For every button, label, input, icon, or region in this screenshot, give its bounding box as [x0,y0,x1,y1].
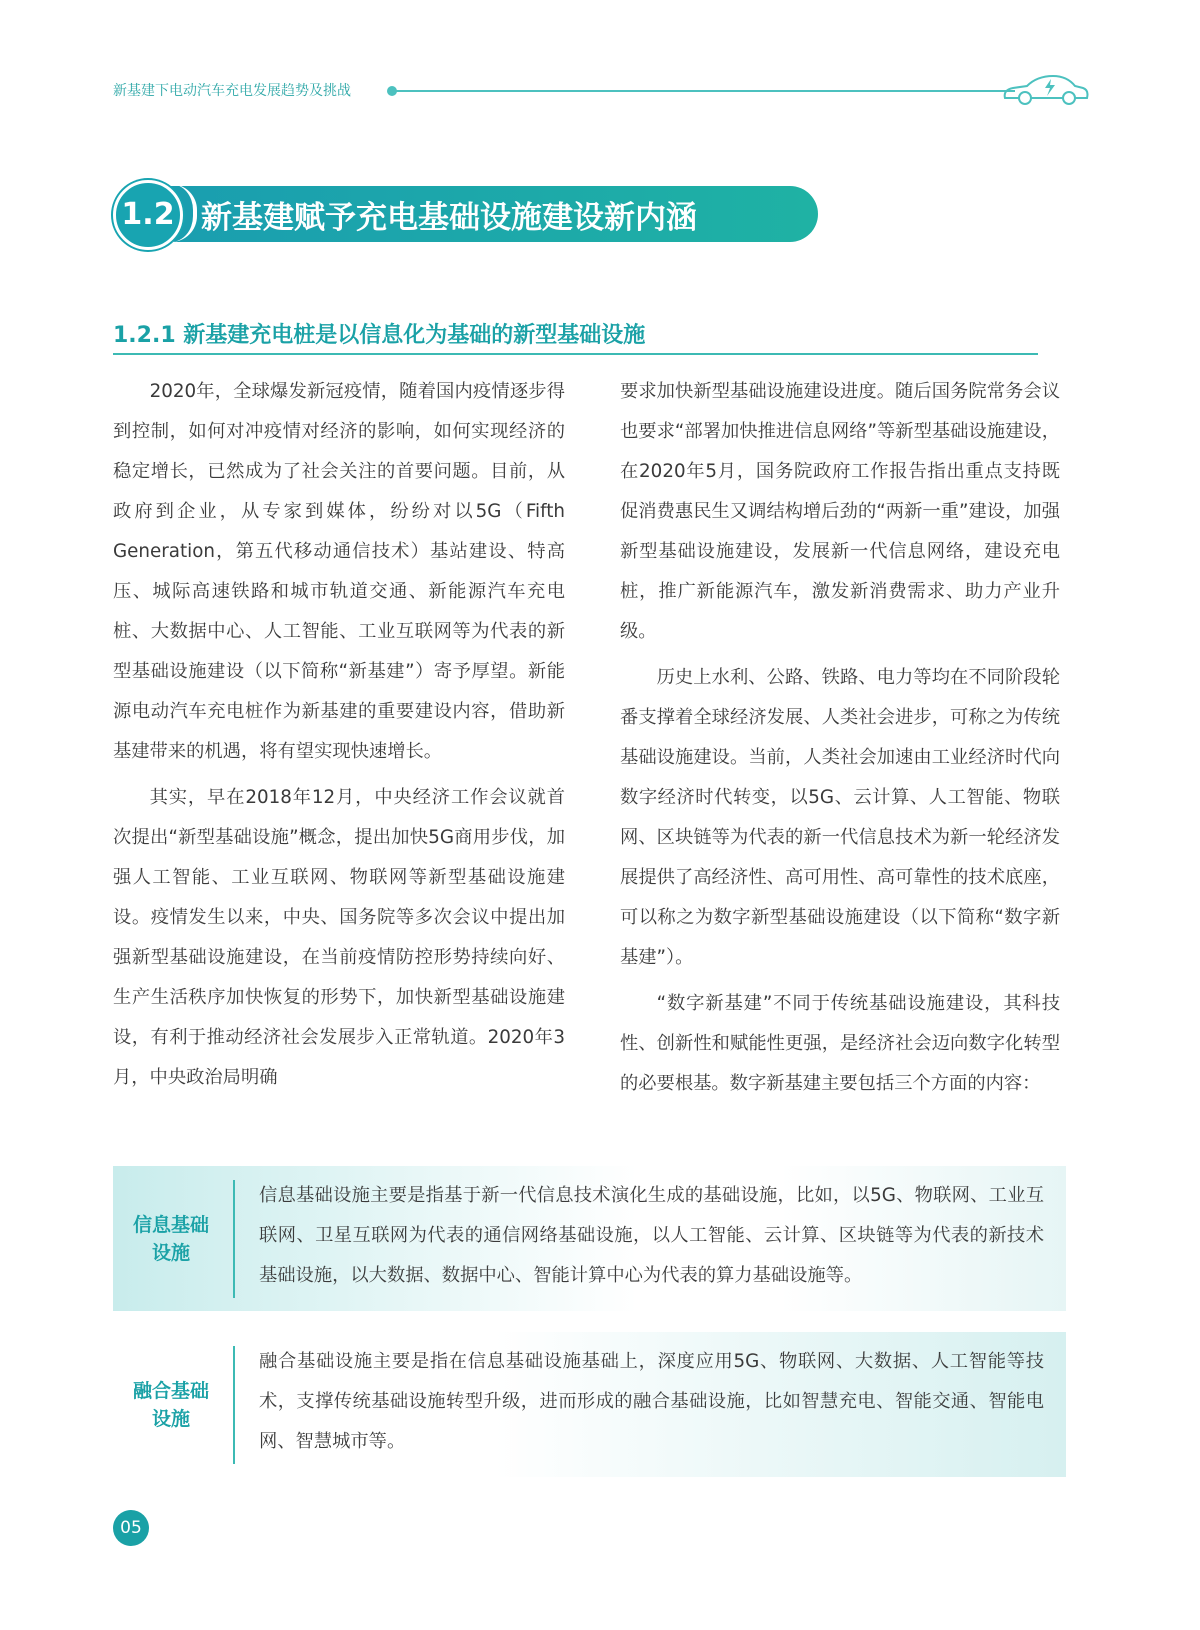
box-label: 信息基础设施 [132,1213,209,1264]
box-divider [233,1180,235,1298]
info-box-fusion-infrastructure [113,1332,1066,1477]
paragraph: 其实，早在2018年12月，中央经济工作会议就首次提出“新型基础设施”概念，提出加快5G商用步伐，加强人工智能、工业互联网、物联网等新型基础设施建设。疫情发生以来，中央、国务院等多次会议中提出加强新型基础设施建设，在当前疫情防控形势持续向好、生产生活秩序加快恢复的形势下，加快新型基础设施建设，有利于推动经济社会发展步入正常轨道。2020年3月，中央政治局明确 [113,787,565,1088]
subsection-heading: 1.2.1 新基建充电桩是以信息化为基础的新型基础设施 [113,323,646,348]
page-number: 05 [113,1510,149,1546]
section-banner [113,180,818,246]
box-text: 融合基础设施主要是指在信息基础设施基础上，深度应用5G、物联网、大数据、人工智能等技术，支撑传统基础设施转型升级，进而形成的融合基础设施，比如智慧充电、智能交通、智能电网、智慧城市等。 [259,1351,1044,1452]
subsection-rule [113,353,1038,355]
running-title: 新基建下电动汽车充电发展趋势及挑战 [113,83,351,99]
header-rule [395,90,1015,92]
box-text: 信息基础设施主要是指基于新一代信息技术演化生成的基础设施，比如，以5G、物联网、工业互联网、卫星互联网为代表的通信网络基础设施，以人工智能、云计算、区块链等为代表的新技术基础设施，以大数据、数据中心、智能计算中心为代表的算力基础设施等。 [259,1185,1044,1286]
right-column [620,372,1060,1110]
paragraph: 2020年，全球爆发新冠疫情，随着国内疫情逐步得到控制，如何对冲疫情对经济的影响，如何实现经济的稳定增长，已然成为了社会关注的首要问题。目前，从政府到企业，从专家到媒体，纷纷对以5G（Fifth Generation，第五代移动通信技术）基站建设、特高压、城际高速铁路和城市轨道交通、新能源汽车充电桩、大数据中心、人工智能、工业互联网等为代表的新型基础设施建设（以下简称“新基建”）寄予厚望。新能源电动汽车充电桩作为新基建的重要建设内容，借助新基建带来的机遇，将有望实现快速增长。 [113,381,565,762]
electric-car-icon [1001,68,1091,108]
paragraph: 历史上水利、公路、铁路、电力等均在不同阶段轮番支撑着全球经济发展、人类社会进步，可称之为传统基础设施建设。当前，人类社会加速由工业经济时代向数字经济时代转变，以5G、云计算、人工智能、物联网、区块链等为代表的新一代信息技术为新一轮经济发展提供了高经济性、高可用性、高可靠性的技术底座，可以称之为数字新型基础设施建设（以下简称“数字新基建”）。 [620,667,1060,968]
left-column [113,372,565,1104]
section-title: 新基建赋予充电基础设施建设新内涵 [201,200,697,236]
info-box-information-infrastructure [113,1166,1066,1311]
section-number: 1.2 [113,180,183,250]
running-header [113,78,1088,106]
paragraph: “数字新基建”不同于传统基础设施建设，其科技性、创新性和赋能性更强，是经济社会迈向数字化转型的必要根基。数字新基建主要包括三个方面的内容： [620,993,1060,1094]
paragraph-continuation: 要求加快新型基础设施建设进度。随后国务院常务会议也要求“部署加快推进信息网络”等新型基础设施建设，在2020年5月，国务院政府工作报告指出重点支持既促消费惠民生又调结构增后劲的“两新一重”建设，加强新型基础设施建设，发展新一代信息网络，建设充电桩，推广新能源汽车，激发新消费需求、助力产业升级。 [620,381,1060,642]
box-divider [233,1346,235,1464]
box-label: 融合基础设施 [132,1379,209,1430]
